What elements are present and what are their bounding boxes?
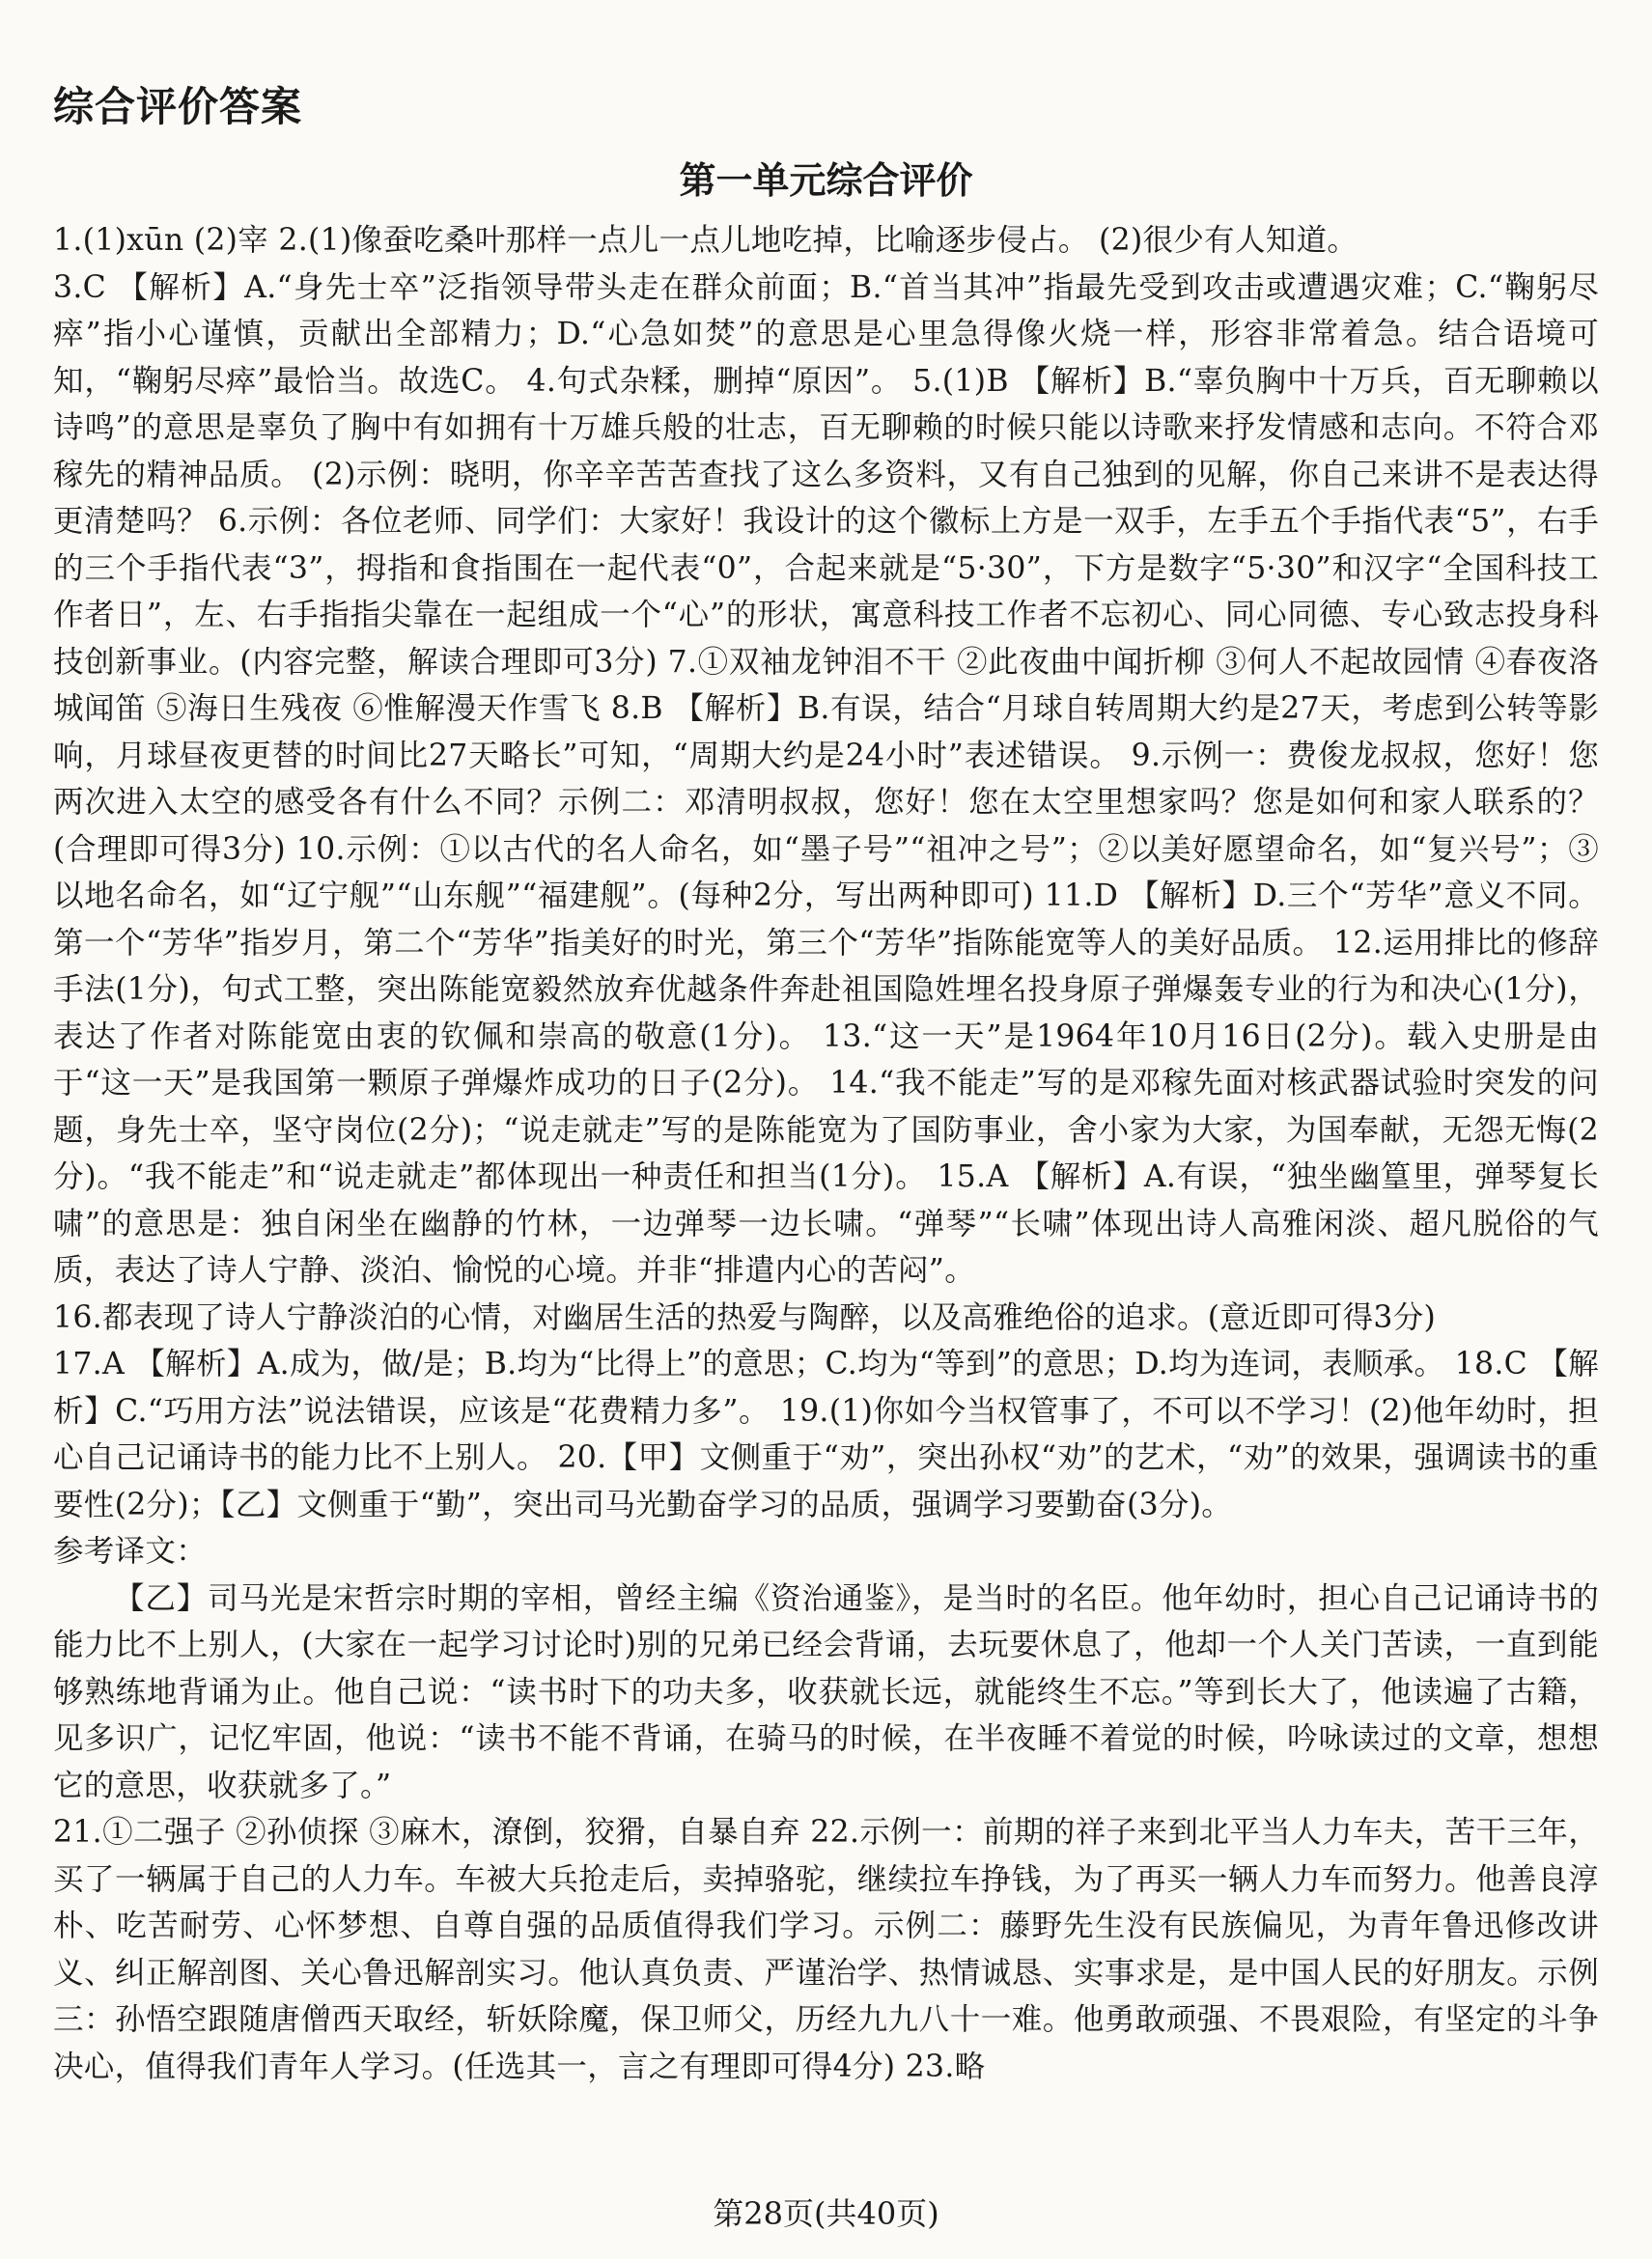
- translation-paragraph: 【乙】司马光是宋哲宗时期的宰相，曾经主编《资治通鉴》，是当时的名臣。他年幼时，担心自己记诵诗书的能力比不上别人，(大家在一起学习讨论时)别的兄弟已经会背诵，去玩要休息了，他却一个人关门苦读，一直到能够熟练地背诵为止。他自己说：“读书时下的功夫多，收获就长远，就能终生不忘。”等到长大了，他读遍了古籍，见多识广，记忆牢固，他说：“读书不能不背诵，在骑马的时候，在半夜睡不着觉的时候，吟咏读过的文章，想想它的意思，收获就多了。”: [53, 1580, 1599, 1803]
- answer-paragraph: 21.①二强子 ②孙侦探 ③麻木，潦倒，狡猾，自暴自弃 22.示例一：前期的祥子来到北平当人力车夫，苦干三年，买了一辆属于自己的人力车。车被大兵抢走后，卖掉骆驼，继续拉车挣钱，为了再买一辆人力车而努力。他善良淳朴、吃苦耐劳、心怀梦想、自尊自强的品质值得我们学习。示例二：藤野先生没有民族偏见，为青年鲁迅修改讲义、纠正解剖图、关心鲁迅解剖实习。他认真负责、严谨治学、热情诚恳、实事求是，是中国人民的好朋友。示例三：孙悟空跟随唐僧西天取经，斩妖除魔，保卫师父，历经九九八十一难。他勇敢顽强、不畏艰险，有坚定的斗争决心，值得我们青年人学习。(任选其一，言之有理即可得4分) 23.略: [53, 1815, 1599, 2084]
- answer-content: [53, 217, 1599, 2090]
- page-header: 综合评价答案: [53, 83, 303, 130]
- answer-paragraph: 16.都表现了诗人宁静淡泊的心情，对幽居生活的热爱与陶醉，以及高雅绝俗的追求。(意近即可得3分): [53, 1299, 1437, 1335]
- unit-title: 第一单元综合评价: [679, 158, 973, 202]
- answer-paragraph: 1.(1)xūn (2)宰 2.(1)像蚕吃桑叶那样一点儿一点儿地吃掉，比喻逐步侵占。 (2)很少有人知道。: [53, 223, 1358, 258]
- translation-heading: 参考译文：: [53, 1534, 208, 1569]
- page-number: 第28页(共40页): [713, 2195, 939, 2232]
- answer-paragraph: 3.C 【解析】A.“身先士卒”泛指领导带头走在群众前面；B.“首当其冲”指最先受到攻击或遭遇灾难；C.“鞠躬尽瘁”指小心谨慎，贡献出全部精力；D.“心急如焚”的意思是心里急得像火烧一样，形容非常着急。结合语境可知，“鞠躬尽瘁”最恰当。故选C。 4.句式杂糅，删掉“原因”。 5.(1)B 【解析】B.“辜负胸中十万兵，百无聊赖以诗鸣”的意思是辜负了胸中有如拥有十万雄兵般的壮志，百无聊赖的时候只能以诗歌来抒发情感和志向。不符合邓稼先的精神品质。 (2)示例：晓明，你辛辛苦苦查找了这么多资料，又有自己独到的见解，你自己来讲不是表达得更清楚吗？ 6.示例：各位老师、同学们：大家好！我设计的这个徽标上方是一双手，左手五个手指代表“5”，右手的三个手指代表“3”，拇指和食指围在一起代表“0”，合起来就是“5·30”，下方是数字“5·30”和汉字“全国科技工作者日”，左、右手指指尖靠在一起组成一个“心”的形状，寓意科技工作者不忘初心、同心同德、专心致志投身科技创新事业。(内容完整，解读合理即可3分) 7.①双袖龙钟泪不干 ②此夜曲中闻折柳 ③何人不起故园情 ④春夜洛城闻笛 ⑤海日生残夜 ⑥惟解漫天作雪飞 8.B 【解析】B.有误，结合“月球自转周期大约是27天，考虑到公转等影响，月球昼夜更替的时间比27天略长”可知，“周期大约是24小时”表述错误。 9.示例一：费俊龙叔叔，您好！您两次进入太空的感受各有什么不同？示例二：邓清明叔叔，您好！您在太空里想家吗？您是如何和家人联系的？(合理即可得3分) 10.示例：①以古代的名人命名，如“墨子号”“祖冲之号”；②以美好愿望命名，如“复兴号”；③以地名命名，如“辽宁舰”“山东舰”“福建舰”。(每种2分，写出两种即可) 11.D 【解析】D.三个“芳华”意义不同。第一个“芳华”指岁月，第二个“芳华”指美好的时光，第三个“芳华”指陈能宽等人的美好品质。 12.运用排比的修辞手法(1分)，句式工整，突出陈能宽毅然放弃优越条件奔赴祖国隐姓埋名投身原子弹爆轰专业的行为和决心(1分)，表达了作者对陈能宽由衷的钦佩和崇高的敬意(1分)。 13.“这一天”是1964年10月16日(2分)。载入史册是由于“这一天”是我国第一颗原子弹爆炸成功的日子(2分)。 14.“我不能走”写的是邓稼先面对核武器试验时突发的问题，身先士卒，坚守岗位(2分)；“说走就走”写的是陈能宽为了国防事业，舍小家为大家，为国奉献，无怨无悔(2分)。“我不能走”和“说走就走”都体现出一种责任和担当(1分)。 15.A 【解析】A.有误，“独坐幽篁里，弹琴复长啸”的意思是：独自闲坐在幽静的竹林，一边弹琴一边长啸。“弹琴”“长啸”体现出诗人高雅闲淡、超凡脱俗的气质，表达了诗人宁静、淡泊、愉悦的心境。并非“排遣内心的苦闷”。: [53, 269, 1599, 1288]
- answer-paragraph: 17.A 【解析】A.成为，做/是；B.均为“比得上”的意思；C.均为“等到”的意思；D.均为连词，表顺承。 18.C 【解析】C.“巧用方法”说法错误，应该是“花费精力多”。 19.(1)你如今当权管事了，不可以不学习！(2)他年幼时，担心自己记诵诗书的能力比不上别人。 20.【甲】文侧重于“劝”，突出孙权“劝”的艺术，“劝”的效果，强调读书的重要性(2分)；【乙】文侧重于“勤”，突出司马光勤奋学习的品质，强调学习要勤奋(3分)。: [53, 1347, 1599, 1522]
